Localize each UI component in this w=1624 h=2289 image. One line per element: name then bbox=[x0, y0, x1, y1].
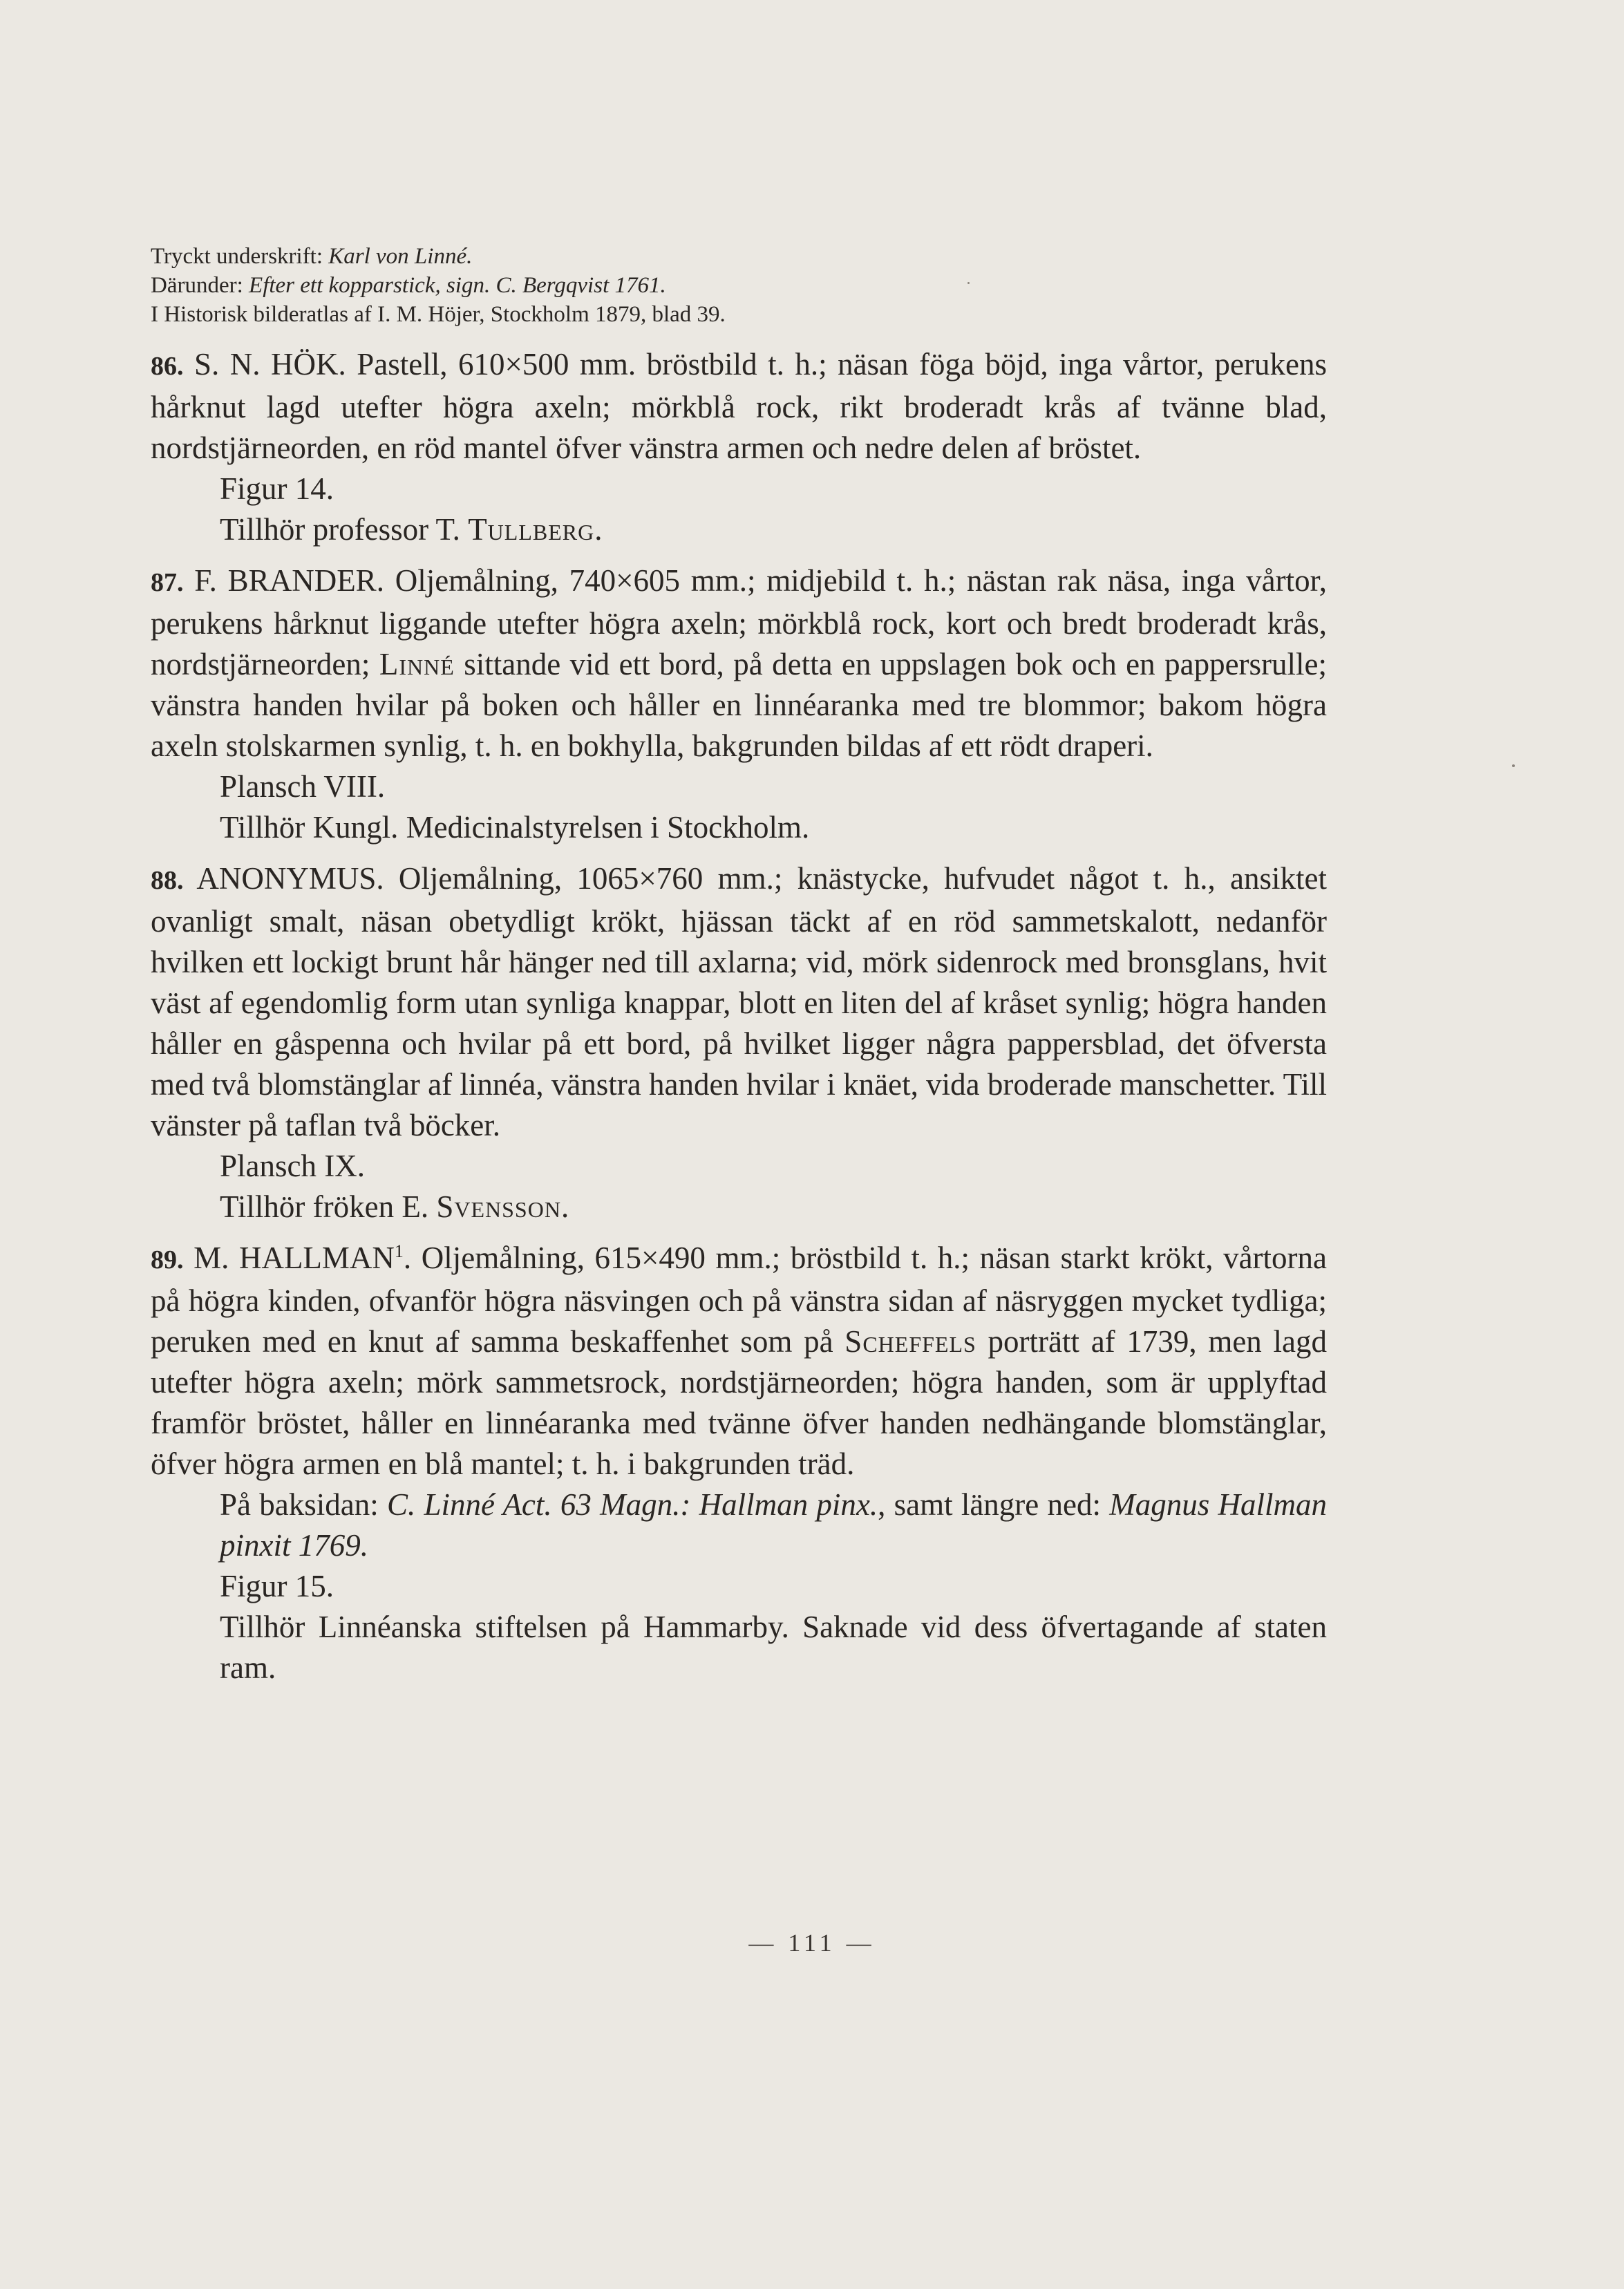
entry-number: 86. bbox=[151, 352, 184, 381]
caption-line-3: I Historisk bilderatlas af I. M. Höjer, Stockholm 1879, blad 39. bbox=[151, 302, 726, 327]
entry-owner: Tillhör Linnéanska stiftelsen på Hammarby. Saknade vid dess öfvertagande af staten ram. bbox=[220, 1610, 1327, 1685]
entry-figure-ref: Figur 15. bbox=[220, 1569, 334, 1603]
entry-number: 89. bbox=[151, 1245, 184, 1274]
catalogue-entry-86 bbox=[151, 344, 1327, 550]
entry-owner: Tillhör fröken E. Svensson. bbox=[220, 1189, 570, 1224]
entry-description: 88. ANONYMUS. Oljemålning, 1065×760 mm.; knästycke, hufvudet något t. h., ansiktet ovanligt smalt, näsan obetydligt krökt, hjässan täckt af en röd sammetskalott, nedanför hvilken ett lockigt brunt hår hänger ned till axlarna; vid, mörk sidenrock med bronsglans, hvit väst af egendomlig form utan synliga knappar, blott en liten del af kråset synlig; högra handen håller en gåspenna och hvilar på ett bord, på hvilket ligger några pappersblad, det öfversta med två blomstänglar af linnéa, vänstra handen hvilar i knäet, vida broderade manschetter. Till vänster på taflan två böcker. bbox=[151, 861, 1328, 1142]
catalogue-entry-88 bbox=[151, 858, 1327, 1227]
text-column bbox=[151, 242, 1327, 1688]
entry-figure-ref: Figur 14. bbox=[220, 471, 334, 506]
illustration-caption bbox=[151, 242, 1327, 329]
caption-line-1: Tryckt underskrift: Karl von Linné. bbox=[151, 244, 473, 269]
catalogue-entry-87 bbox=[151, 561, 1327, 848]
entry-plate-ref: Plansch VIII. bbox=[220, 769, 386, 804]
entry-description: 87. F. BRANDER. Oljemålning, 740×605 mm.; midjebild t. h.; nästan rak näsa, inga vårtor, perukens hårknut liggande utefter högra axeln; mörkblå rock, kort och bredt broderadt krås, nordstjärneorden; Linné sittande vid ett bord, på detta en uppslagen bok och en pappersrulle; vänstra handen hvilar på boken och håller en linnéaranka med tre blommor; bakom högra axeln stolskarmen synlig, t. h. en bokhylla, bakgrunden bildas af ett rödt draperi. bbox=[151, 563, 1328, 763]
catalogue-entry-89 bbox=[151, 1238, 1327, 1688]
caption-line-2: Därunder: Efter ett kopparstick, sign. C. Bergqvist 1761. bbox=[151, 273, 666, 298]
paper-speck bbox=[967, 282, 970, 284]
entry-number: 88. bbox=[151, 866, 184, 895]
entry-owner: Tillhör Kungl. Medicinalstyrelsen i Stockholm. bbox=[220, 810, 810, 845]
entry-description: 89. M. HALLMAN$^1$. Oljemålning, 615×490 mm.; bröstbild t. h.; näsan starkt krökt, vårtorna på högra kinden, ofvanför högra näsvingen och på vänstra sidan af näsryggen mycket tydliga; peruken med en knut af samma beskaffenhet som på Scheffels porträtt af 1739, men lagd utefter högra axeln; mörk sammetsrock, nordstjärneorden; högra handen, som är upplyftad framför bröstet, håller en linnéaranka med tvänne öfver handen nedhängande blomstänglar, öfver högra armen en blå mantel; t. h. i bakgrunden träd. bbox=[151, 1241, 1327, 1481]
paper-speck bbox=[1512, 764, 1515, 767]
entry-number: 87. bbox=[151, 568, 184, 597]
catalogue-entries bbox=[151, 344, 1327, 1688]
footnote-mark: 1 bbox=[394, 1241, 404, 1261]
entry-plate-ref: Plansch IX. bbox=[220, 1149, 365, 1183]
entry-reverse-inscription: På baksidan: C. Linné Act. 63 Magn.: Hallman pinx., samt längre ned: Magnus Hallman pinxit 1769. bbox=[220, 1487, 1327, 1563]
page-number: — 111 — bbox=[748, 1929, 876, 1957]
entry-owner: Tillhör professor T. Tullberg. bbox=[220, 512, 603, 547]
entry-description: 86. S. N. HÖK. Pastell, 610×500 mm. bröstbild t. h.; näsan föga böjd, inga vårtor, perukens hårknut lagd utefter högra axeln; mörkblå rock, rikt broderadt krås af tvänne blad, nordstjärneorden, en röd mantel öfver vänstra armen och nedre delen af bröstet. bbox=[151, 347, 1328, 465]
